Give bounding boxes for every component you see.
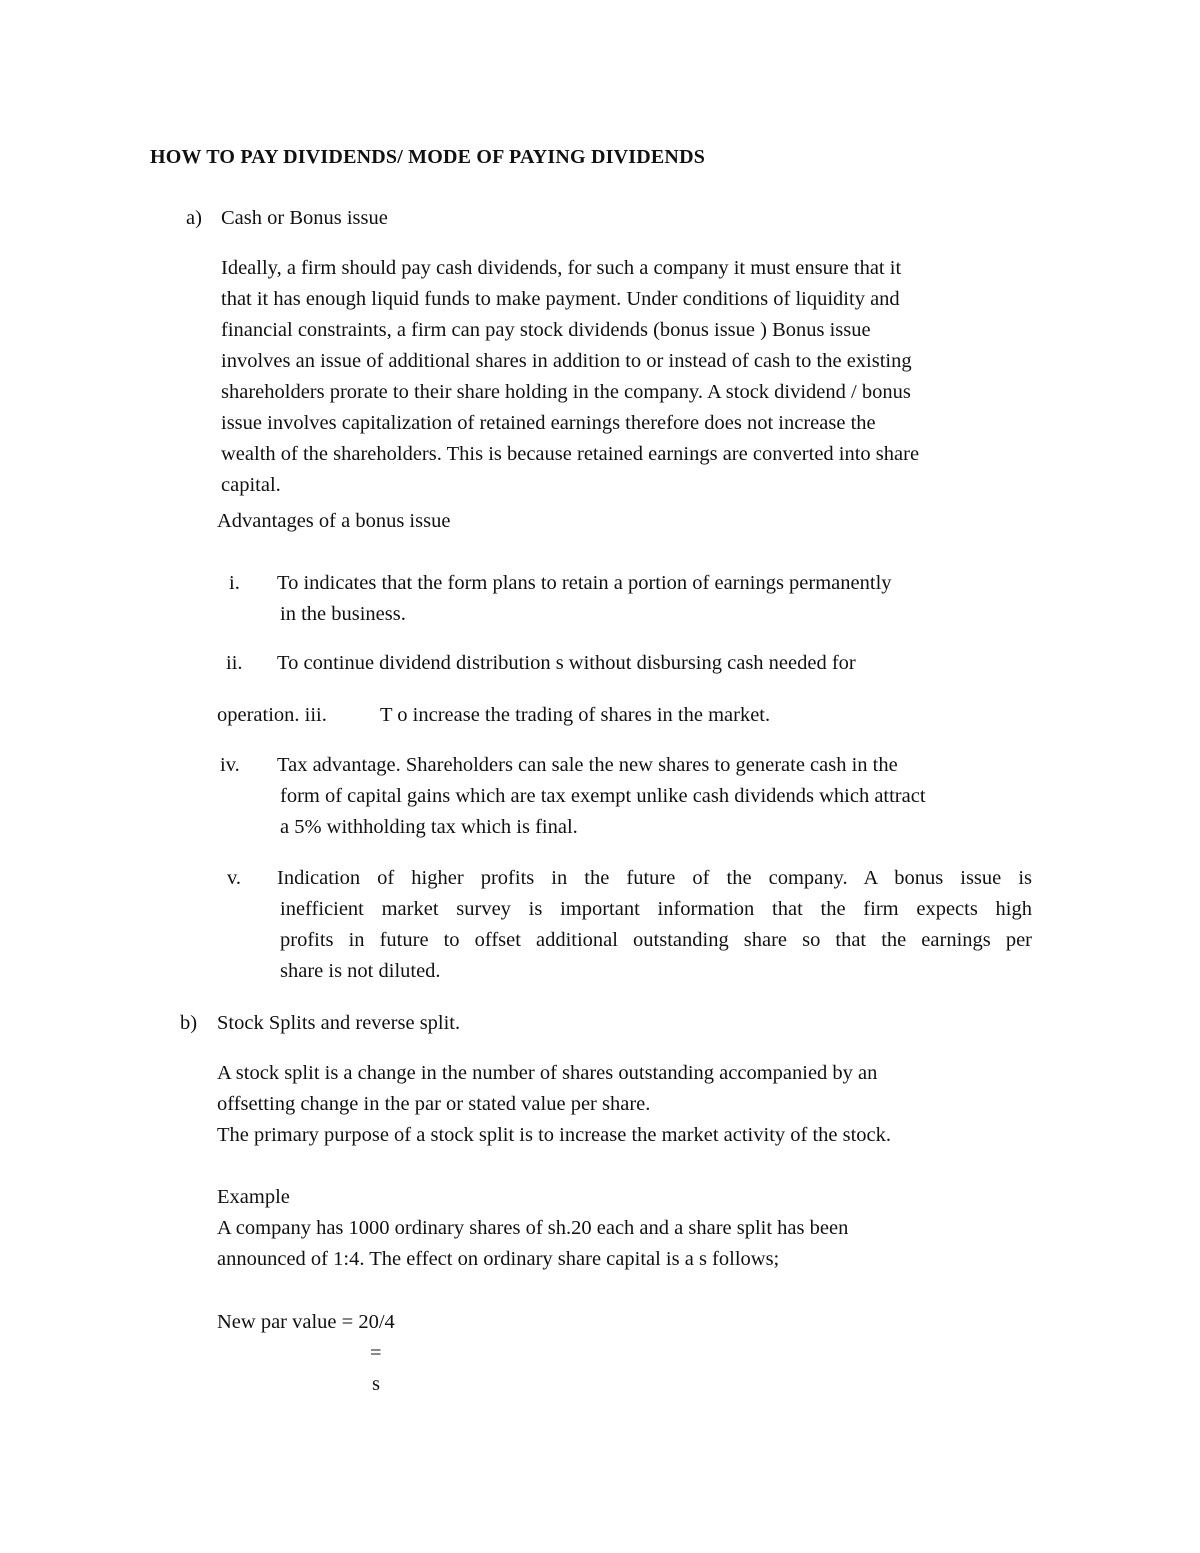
list-item-iv-line: form of capital gains which are tax exempt unlike cash dividends which attract [280, 785, 926, 807]
list-marker-ii: ii. [226, 652, 243, 674]
section-b-marker: b) [180, 1012, 198, 1034]
list-item-ii-line: To continue dividend distribution s without disbursing cash needed for [277, 652, 856, 674]
s-line: s [372, 1373, 380, 1395]
list-item-v-line: share is not diluted. [280, 960, 441, 982]
list-item-iv-line: a 5% withholding tax which is final. [280, 816, 578, 838]
list-item-v-line: Indication of higher profits in the future of the company. A bonus issue is [277, 867, 1032, 889]
page-title: HOW TO PAY DIVIDENDS/ MODE OF PAYING DIVIDENDS [150, 146, 706, 168]
paragraph-line: Ideally, a firm should pay cash dividends, for such a company it must ensure that it [221, 257, 902, 279]
list-item-iv-line: Tax advantage. Shareholders can sale the new shares to generate cash in the [277, 754, 898, 776]
example-line: announced of 1:4. The effect on ordinary share capital is a s follows; [217, 1248, 780, 1270]
paragraph-line: financial constraints, a firm can pay stock dividends (bonus issue ) Bonus issue [221, 319, 871, 341]
paragraph-line: shareholders prorate to their share holding in the company. A stock dividend / bonus [221, 381, 911, 403]
list-item-i-line: To indicates that the form plans to retain a portion of earnings permanently [277, 572, 892, 594]
paragraph-line: capital. [221, 474, 281, 496]
paragraph-line: issue involves capitalization of retained earnings therefore does not increase the [221, 412, 876, 434]
equals-sign: = [370, 1342, 382, 1364]
list-item-v-line: inefficient market survey is important information that the firm expects high [280, 898, 1032, 920]
list-item-v-line: profits in future to offset additional outstanding share so that the earnings per [280, 929, 1032, 951]
example-line: A company has 1000 ordinary shares of sh.20 each and a share split has been [217, 1217, 849, 1239]
example-label: Example [217, 1186, 290, 1208]
list-marker-v: v. [227, 867, 242, 889]
definition-line: offsetting change in the par or stated value per share. [217, 1093, 651, 1115]
list-item-ii-continuation: operation. iii. [217, 704, 327, 726]
list-marker-i: i. [229, 572, 240, 594]
list-marker-iv: iv. [220, 754, 240, 776]
purpose-line: The primary purpose of a stock split is to increase the market activity of the stock. [217, 1124, 892, 1146]
paragraph-line: involves an issue of additional shares in addition to or instead of cash to the existing [221, 350, 912, 372]
advantages-heading: Advantages of a bonus issue [217, 510, 451, 532]
paragraph-line: wealth of the shareholders. This is because retained earnings are converted into share [221, 443, 920, 465]
list-item-i-line: in the business. [280, 603, 406, 625]
section-a-marker: a) [186, 207, 202, 229]
paragraph-line: that it has enough liquid funds to make payment. Under conditions of liquidity and [221, 288, 900, 310]
list-item-iii-text: T o increase the trading of shares in the market. [380, 704, 771, 726]
section-a-heading: Cash or Bonus issue [221, 207, 388, 229]
definition-line: A stock split is a change in the number of shares outstanding accompanied by an [217, 1062, 878, 1084]
par-value-line: New par value = 20/4 [217, 1311, 395, 1333]
section-b-heading: Stock Splits and reverse split. [217, 1012, 461, 1034]
